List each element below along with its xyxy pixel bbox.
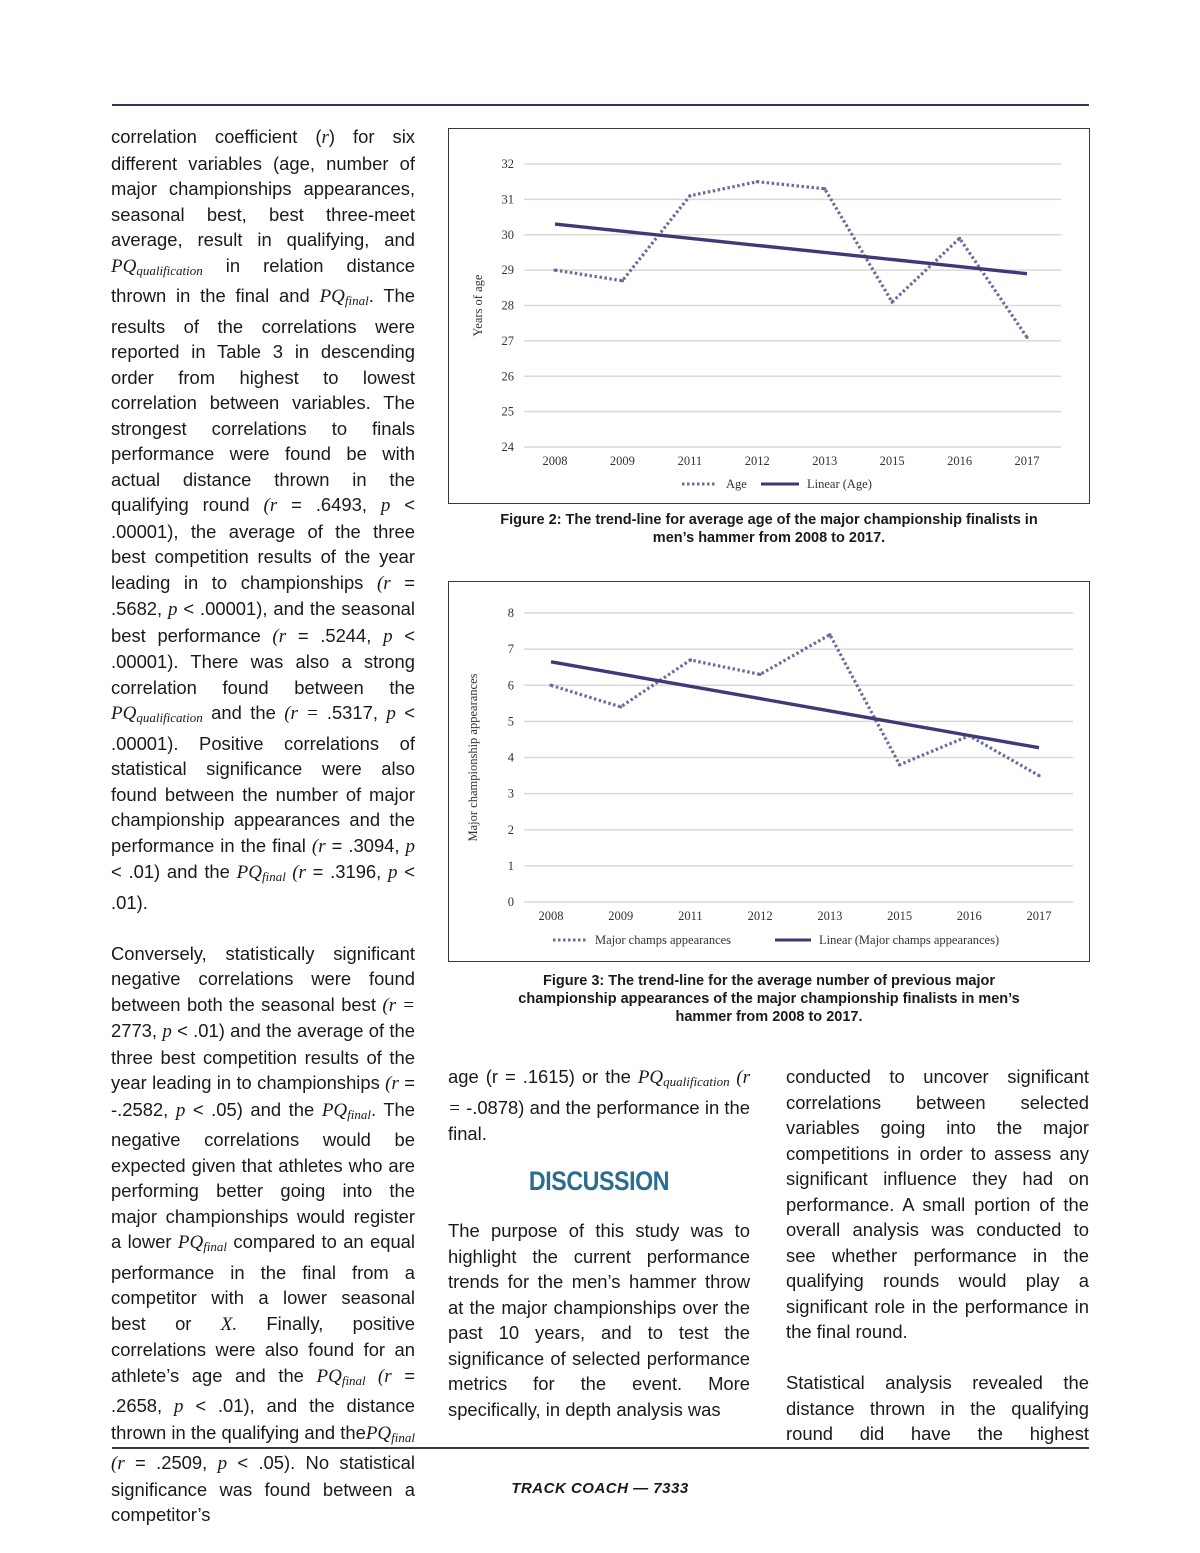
- figure-3-chart: [448, 581, 1090, 962]
- x-tick-label: 2008: [542, 454, 568, 468]
- data-point: [898, 763, 901, 766]
- x-tick-label: 2015: [879, 454, 905, 468]
- paragraph-statistical: Statistical analysis revealed the distance thrown in the qualifying round did have the highest: [786, 1372, 1089, 1444]
- figure-2-caption: Figure 2: The trend-line for average age of the major championship finalists in men’s hammer from 2008 to 2017.: [500, 512, 1038, 546]
- column-middle: [448, 1064, 750, 1422]
- y-tick-label: 8: [507, 606, 514, 620]
- x-tick-label: 2016: [947, 454, 973, 468]
- top-rule: [112, 104, 1089, 106]
- y-tick-label: 27: [501, 333, 514, 348]
- paragraph-negative-correlations: Conversely, statistically significant negative correlations were found between both the seasonal best (r = 2773, p < .01) and the average of the three best competition results of the year leading in to championships (r = -.2582, p < .05) and the $PQ_{final}$. The negative correlations would be expected given that athletes who are performing better going into the major championships would register a lower $PQ_{final}$ compared to an equal performance in the final from a competitor with a lower seasonal best or X. Finally, positive correlations were also found for an athlete’s age and the $PQ_{final}$ (r = .2658, p < .01), and the distance thrown in the qualifying and thePQ$_{final}$ (r = .2509, p < .05). No statistical significance was found between a competitor’s: [111, 942, 416, 1525]
- figure-3-caption: Figure 3: The trend-line for the average number of previous major championship appearances of the major championship finalists in men’s hammer from 2008 to 2017.: [518, 973, 1020, 1025]
- x-tick-label: 2013: [817, 909, 843, 923]
- trend-line: [555, 224, 1027, 274]
- y-tick-label: 4: [507, 750, 514, 765]
- x-tick-label: 2015: [887, 909, 913, 923]
- data-point: [828, 633, 831, 636]
- data-point: [823, 187, 826, 190]
- legend-label: Linear (Age): [807, 477, 872, 491]
- y-tick-label: 1: [507, 858, 514, 873]
- data-point: [553, 269, 556, 272]
- y-tick-label: 3: [507, 786, 514, 801]
- x-tick-label: 2012: [747, 909, 773, 923]
- x-tick-label: 2009: [609, 454, 635, 468]
- y-tick-label: 29: [501, 263, 514, 278]
- y-tick-label: 28: [501, 298, 514, 313]
- appearances-line-chart: [449, 582, 1089, 961]
- y-tick-label: 0: [507, 895, 514, 909]
- y-tick-label: 30: [501, 227, 514, 242]
- data-point: [1037, 774, 1040, 777]
- data-series-line: [555, 182, 1027, 338]
- y-axis-label: Years of age: [471, 274, 485, 337]
- data-point: [619, 705, 622, 708]
- data-point: [958, 237, 961, 240]
- x-tick-label: 2017: [1014, 454, 1040, 468]
- x-tick-label: 2011: [677, 454, 703, 468]
- y-tick-label: 7: [507, 642, 514, 657]
- data-point: [759, 673, 762, 676]
- page-footer: TRACK COACH — 7333: [511, 1480, 689, 1497]
- y-tick-label: 25: [501, 404, 514, 419]
- y-axis-label: Major championship appearances: [466, 673, 480, 842]
- x-tick-label: 2013: [812, 454, 838, 468]
- data-point: [1025, 336, 1028, 339]
- data-point: [621, 279, 624, 282]
- data-point: [688, 194, 691, 197]
- y-tick-label: 5: [507, 714, 514, 729]
- y-tick-label: 6: [507, 678, 514, 693]
- x-tick-label: 2011: [678, 909, 703, 923]
- x-tick-label: 2016: [956, 909, 982, 923]
- x-tick-label: 2012: [744, 454, 770, 468]
- column-right: [786, 1064, 1089, 1447]
- bottom-rule: [112, 1447, 1089, 1449]
- x-tick-label: 2009: [608, 909, 634, 923]
- y-tick-label: 31: [501, 192, 514, 207]
- data-point: [891, 300, 894, 303]
- y-tick-label: 24: [501, 440, 514, 454]
- x-tick-label: 2017: [1026, 909, 1052, 923]
- section-heading-discussion: DISCUSSION: [528, 1165, 670, 1196]
- data-point: [689, 658, 692, 661]
- data-point: [549, 684, 552, 687]
- paragraph-correlations: correlation coefficient (r) for six different variables (age, number of major championships appearances, seasonal best, best three-meet average, result in qualifying, and $PQ_{qualification}$ in relation distance thrown in the final and $PQ_{final}$. The results of the correlations were reported in Table 3 in descending order from highest to lowest correlation between variables. The strongest correlations to finals performance were found be with actual distance thrown in the qualifying round (r = .6493, p < .00001), the average of the three best competition results of the year leading in to championships (r = .5682, p < .00001), and the seasonal best performance (r = .5244, p < .00001). There was also a strong correlation found between the $PQ_{qualification}$ and the (r = .5317, p < .00001). Positive correlations of statistical significance were also found between the number of major championship appearances and the performance in the final (r = .3094, p < .01) and the $PQ_{final}$ (r = .3196, p < .01).: [111, 126, 416, 913]
- y-tick-label: 32: [501, 157, 514, 171]
- legend-label: Age: [726, 477, 747, 491]
- y-tick-label: 26: [501, 369, 514, 384]
- figure-2-chart: [448, 128, 1090, 504]
- legend-label: Linear (Major champs appearances): [819, 933, 1000, 947]
- x-tick-label: 2008: [538, 909, 564, 923]
- age-line-chart: [449, 129, 1089, 503]
- paragraph-age-correlation: age (r = .1615) or the $PQ_{qualification}$ (r = -.0878) and the performance in the final.: [448, 1066, 750, 1144]
- paragraph-analysis: conducted to uncover significant correlations between selected variables going into the major competitions in order to assess any significant influence they had on performance. A small portion of the overall analysis was conducted to see whether performance in the qualifying rounds would play a significant role in the performance in the final round.: [786, 1066, 1089, 1342]
- column-left: [111, 124, 415, 1528]
- y-tick-label: 2: [507, 822, 514, 837]
- paragraph-discussion: The purpose of this study was to highlight the current performance trends for the men’s hammer throw at the major championships over the past 10 years, and to test the significance of selected performance metrics for the event. More specifically, in depth analysis was: [448, 1220, 750, 1420]
- data-point: [756, 180, 759, 183]
- legend-label: Major champs appearances: [595, 933, 732, 947]
